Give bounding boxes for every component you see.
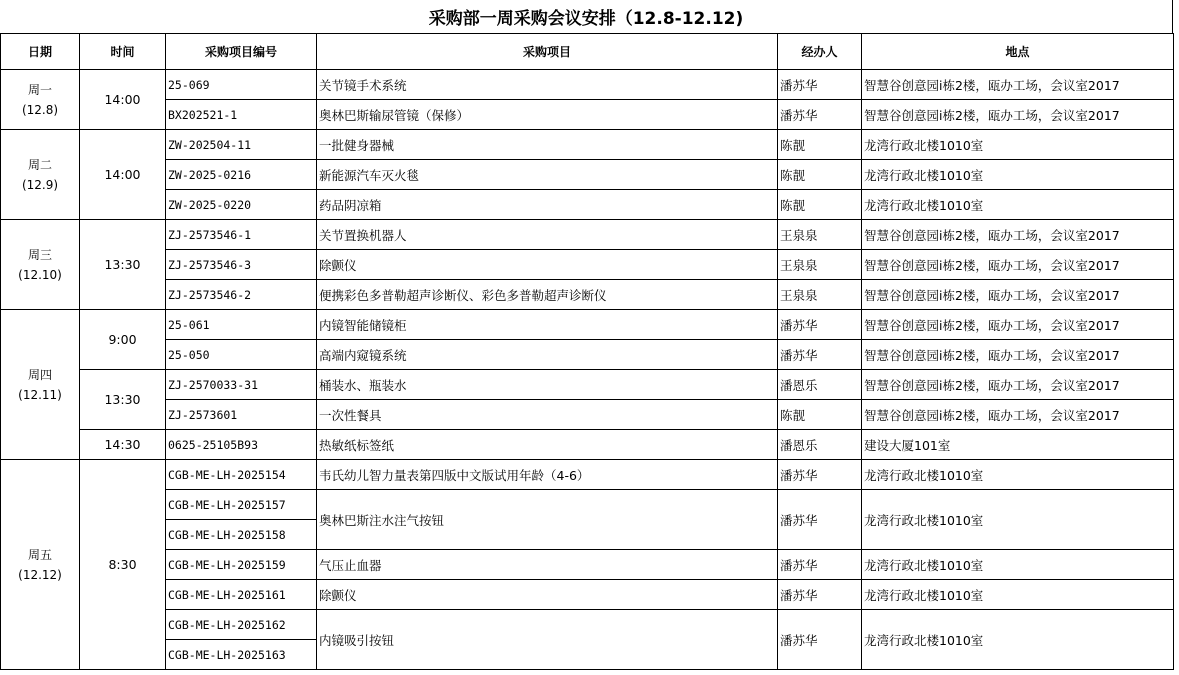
item-cell[interactable]: 关节置换机器人 (317, 220, 778, 250)
day-date: (12.12) (18, 567, 62, 582)
handler-cell[interactable]: 潘苏华 (778, 580, 862, 610)
item-cell[interactable]: 气压止血器 (317, 550, 778, 580)
table-row (1, 310, 1174, 340)
day-date: (12.9) (21, 177, 59, 192)
table-row (1, 130, 1174, 160)
time-cell[interactable]: 14:30 (80, 430, 166, 460)
location-cell[interactable]: 龙湾行政北楼1010室 (862, 580, 1174, 610)
code-cell[interactable]: CGB-ME-LH-2025162 (166, 610, 317, 640)
code-cell[interactable]: ZJ-2573601 (166, 400, 317, 430)
code-cell[interactable]: CGB-ME-LH-2025157 (166, 490, 317, 520)
handler-cell[interactable]: 潘苏华 (778, 490, 862, 550)
day-cell-mon[interactable] (1, 70, 80, 130)
table-row (1, 370, 1174, 400)
handler-cell[interactable]: 潘苏华 (778, 550, 862, 580)
handler-cell[interactable]: 潘恩乐 (778, 430, 862, 460)
day-cell-wed[interactable] (1, 220, 80, 310)
code-cell[interactable]: ZW-202504-11 (166, 130, 317, 160)
location-cell[interactable]: 龙湾行政北楼1010室 (862, 160, 1174, 190)
code-cell[interactable]: ZJ-2573546-1 (166, 220, 317, 250)
item-cell[interactable]: 新能源汽车灭火毯 (317, 160, 778, 190)
time-cell[interactable]: 13:30 (80, 370, 166, 430)
handler-cell[interactable]: 潘苏华 (778, 310, 862, 340)
day-cell-tue[interactable] (1, 130, 80, 220)
handler-cell[interactable]: 潘苏华 (778, 340, 862, 370)
table-row (1, 430, 1174, 460)
table-row (1, 70, 1174, 100)
table-row (1, 190, 1174, 220)
location-cell[interactable]: 智慧谷创意园i栋2楼，瓯办工场，会议室2017 (862, 250, 1174, 280)
header-location: 地点 (862, 34, 1174, 70)
location-cell[interactable]: 智慧谷创意园i栋2楼，瓯办工场，会议室2017 (862, 220, 1174, 250)
code-cell[interactable]: ZJ-2570033-31 (166, 370, 317, 400)
item-cell[interactable]: 热敏纸标签纸 (317, 430, 778, 460)
code-cell[interactable]: ZJ-2573546-3 (166, 250, 317, 280)
header-date: 日期 (1, 34, 80, 70)
day-name: 周四 (27, 367, 52, 382)
code-cell[interactable]: CGB-ME-LH-2025154 (166, 460, 317, 490)
table-row (1, 160, 1174, 190)
code-cell[interactable]: 25-061 (166, 310, 317, 340)
handler-cell[interactable]: 潘苏华 (778, 610, 862, 670)
location-cell[interactable]: 龙湾行政北楼1010室 (862, 550, 1174, 580)
item-cell[interactable]: 韦氏幼儿智力量表第四版中文版试用年龄（4-6） (317, 460, 778, 490)
header-row (1, 34, 1174, 70)
header-time: 时间 (80, 34, 166, 70)
location-cell[interactable]: 智慧谷创意园i栋2楼，瓯办工场，会议室2017 (862, 400, 1174, 430)
item-cell[interactable]: 一次性餐具 (317, 400, 778, 430)
handler-cell[interactable]: 陈靓 (778, 400, 862, 430)
code-cell[interactable]: 0625-25105B93 (166, 430, 317, 460)
handler-cell[interactable]: 潘恩乐 (778, 370, 862, 400)
location-cell[interactable]: 龙湾行政北楼1010室 (862, 460, 1174, 490)
header-code: 采购项目编号 (166, 34, 317, 70)
item-cell[interactable]: 桶装水、瓶装水 (317, 370, 778, 400)
code-cell[interactable]: CGB-ME-LH-2025163 (166, 640, 317, 670)
location-cell[interactable]: 龙湾行政北楼1010室 (862, 190, 1174, 220)
code-cell[interactable]: BX202521-1 (166, 100, 317, 130)
table-row (1, 400, 1174, 430)
day-cell-fri[interactable] (1, 460, 80, 670)
item-cell[interactable]: 奥林巴斯注水注气按钮 (317, 490, 778, 550)
item-cell[interactable]: 内镜智能储镜柜 (317, 310, 778, 340)
location-cell[interactable]: 智慧谷创意园i栋2楼，瓯办工场，会议室2017 (862, 100, 1174, 130)
table-row (1, 550, 1174, 580)
code-cell[interactable]: CGB-ME-LH-2025158 (166, 520, 317, 550)
code-cell[interactable]: 25-069 (166, 70, 317, 100)
handler-cell[interactable]: 陈靓 (778, 160, 862, 190)
code-cell[interactable]: ZW-2025-0220 (166, 190, 317, 220)
time-cell[interactable]: 14:00 (80, 70, 166, 130)
location-cell[interactable]: 龙湾行政北楼1010室 (862, 610, 1174, 670)
item-cell[interactable]: 除颤仪 (317, 580, 778, 610)
day-date: (12.8) (21, 102, 59, 117)
item-cell[interactable]: 除颤仪 (317, 250, 778, 280)
table-row (1, 280, 1174, 310)
handler-cell[interactable]: 潘苏华 (778, 460, 862, 490)
day-date: (12.11) (18, 387, 62, 402)
code-cell[interactable]: ZJ-2573546-2 (166, 280, 317, 310)
table-row (1, 580, 1174, 610)
location-cell[interactable]: 智慧谷创意园i栋2楼，瓯办工场，会议室2017 (862, 370, 1174, 400)
table-row (1, 340, 1174, 370)
handler-cell[interactable]: 王泉泉 (778, 250, 862, 280)
header-handler: 经办人 (778, 34, 862, 70)
item-cell[interactable]: 药品阴凉箱 (317, 190, 778, 220)
time-cell[interactable]: 14:00 (80, 130, 166, 220)
location-cell[interactable]: 智慧谷创意园i栋2楼，瓯办工场，会议室2017 (862, 280, 1174, 310)
location-cell[interactable]: 智慧谷创意园i栋2楼，瓯办工场，会议室2017 (862, 340, 1174, 370)
location-cell[interactable]: 建设大厦101室 (862, 430, 1174, 460)
table-row (1, 460, 1174, 490)
code-cell[interactable]: 25-050 (166, 340, 317, 370)
item-cell[interactable]: 便携彩色多普勒超声诊断仪、彩色多普勒超声诊断仪 (317, 280, 778, 310)
day-cell-thu[interactable] (1, 310, 80, 460)
table-row (1, 610, 1174, 640)
handler-cell[interactable]: 陈靓 (778, 130, 862, 160)
table-row (1, 100, 1174, 130)
time-cell[interactable]: 8:30 (80, 460, 166, 670)
handler-cell[interactable]: 潘苏华 (778, 70, 862, 100)
sheet-title: 采购部一周采购会议安排（12.8-12.12) (0, 0, 1173, 33)
item-cell[interactable]: 高端内窥镜系统 (317, 340, 778, 370)
day-name: 周二 (27, 157, 52, 172)
time-cell[interactable]: 9:00 (80, 310, 166, 370)
code-cell[interactable]: CGB-ME-LH-2025161 (166, 580, 317, 610)
location-cell[interactable]: 智慧谷创意园i栋2楼，瓯办工场，会议室2017 (862, 70, 1174, 100)
day-name: 周三 (27, 247, 52, 262)
time-cell[interactable]: 13:30 (80, 220, 166, 310)
schedule-table (0, 33, 1174, 670)
item-cell[interactable]: 奥林巴斯输尿管镜（保修） (317, 100, 778, 130)
item-cell[interactable]: 一批健身器械 (317, 130, 778, 160)
location-cell[interactable]: 龙湾行政北楼1010室 (862, 130, 1174, 160)
table-row (1, 490, 1174, 520)
location-cell[interactable]: 龙湾行政北楼1010室 (862, 490, 1174, 550)
day-name: 周五 (27, 547, 52, 562)
handler-cell[interactable]: 潘苏华 (778, 100, 862, 130)
table-row (1, 220, 1174, 250)
handler-cell[interactable]: 陈靓 (778, 190, 862, 220)
header-item: 采购项目 (317, 34, 778, 70)
code-cell[interactable]: CGB-ME-LH-2025159 (166, 550, 317, 580)
day-name: 周一 (27, 82, 52, 97)
item-cell[interactable]: 内镜吸引按钮 (317, 610, 778, 670)
code-cell[interactable]: ZW-2025-0216 (166, 160, 317, 190)
handler-cell[interactable]: 王泉泉 (778, 220, 862, 250)
location-cell[interactable]: 智慧谷创意园i栋2楼，瓯办工场，会议室2017 (862, 310, 1174, 340)
table-row (1, 250, 1174, 280)
day-date: (12.10) (18, 267, 62, 282)
item-cell[interactable]: 关节镜手术系统 (317, 70, 778, 100)
handler-cell[interactable]: 王泉泉 (778, 280, 862, 310)
